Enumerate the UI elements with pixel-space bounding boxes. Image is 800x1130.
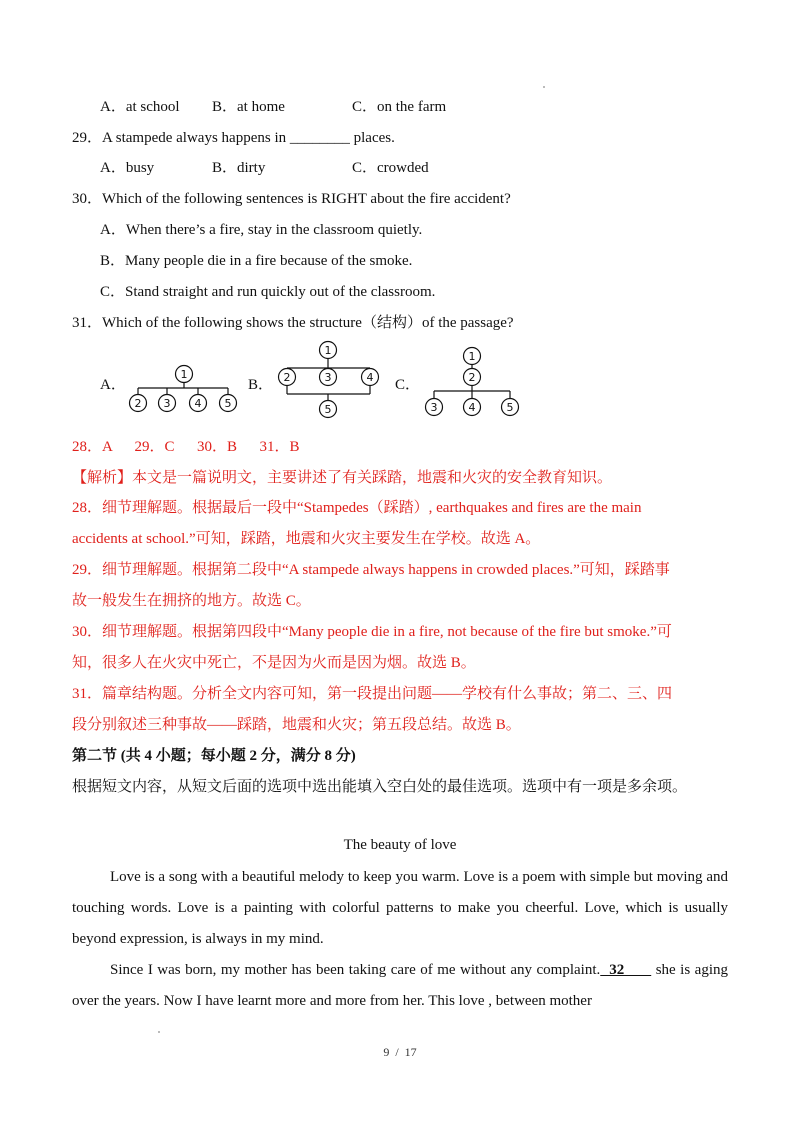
- node-5-label: 5: [224, 397, 232, 410]
- q29-stem: 29．A stampede always happens in ________ places.: [72, 130, 395, 146]
- node-4-label: 4: [366, 371, 374, 384]
- blank-32: 32: [600, 962, 652, 978]
- node-4-label: 4: [194, 397, 202, 410]
- explanation-31-line2: 段分别叙述三种事故——踩踏，地震和火灾；第五段总结。故选 B。: [72, 717, 521, 733]
- q30-option-b: B．Many people die in a fire because of the smoke.: [100, 253, 413, 269]
- q31-label-c: C．: [395, 377, 421, 393]
- paragraph-2-text-end: she is aging over the years. Now I have learnt more and more from her. This love , between mother: [72, 962, 729, 1009]
- scan-dot: [543, 86, 545, 88]
- explanation-29-line2: 故一般发生在拥挤的地方。故选 C。: [72, 593, 311, 609]
- node-4-label: 4: [468, 401, 476, 414]
- paragraph-2-text-start: Since I was born, my mother has been taking care of me without any complaint.: [110, 962, 601, 978]
- section-instruction: 根据短文内容，从短文后面的选项中选出能填入空白处的最佳选项。选项中有一项是多余项。: [72, 779, 688, 795]
- explanation-30-line1: 30．细节理解题。根据第四段中“Many people die in a fire, not because of the fire but smoke.”可: [72, 624, 672, 640]
- q31-label-b: B．: [248, 377, 274, 393]
- q29-option-c: C．crowded: [352, 160, 429, 176]
- node-3-label: 3: [324, 371, 332, 384]
- q28-option-b: B．at home: [212, 99, 285, 115]
- node-3-label: 3: [163, 397, 171, 410]
- passage-paragraph-2: [72, 955, 728, 1017]
- q28-option-a: A．at school: [100, 99, 180, 115]
- q30-option-c: C．Stand straight and run quickly out of the classroom.: [100, 284, 436, 300]
- page-number: 9 / 17: [383, 1045, 417, 1059]
- node-1-label: 1: [180, 368, 188, 381]
- node-1-label: 1: [468, 350, 476, 363]
- explanation-31-line1: 31．篇章结构题。分析全文内容可知，第一段提出问题——学校有什么事故；第二、三、四: [72, 686, 673, 702]
- answer-key: 28．A 29．C 30．B 31．B: [72, 439, 300, 455]
- q31-stem: 31．Which of the following shows the structure（结构）of the passage?: [72, 315, 514, 331]
- explanation-30-line2: 知，很多人在火灾中死亡，不是因为火而是因为烟。故选 B。: [72, 655, 476, 671]
- q29-option-a: A．busy: [100, 160, 155, 176]
- passage-title: The beauty of love: [343, 837, 457, 853]
- q31-label-a: A．: [100, 377, 126, 393]
- node-5-label: 5: [324, 403, 332, 416]
- explanation-28-line1: 28．细节理解题。根据最后一段中“Stampedes（踩踏）, earthquakes and fires are the main: [72, 500, 642, 516]
- q30-stem: 30．Which of the following sentences is RIGHT about the fire accident?: [72, 191, 511, 207]
- scan-dot: [158, 1031, 160, 1033]
- node-2-label: 2: [468, 371, 476, 384]
- explanation-29-line1: 29．细节理解题。根据第二段中“A stampede always happens in crowded places.”可知，踩踏事: [72, 562, 670, 578]
- explanation-28-line2: accidents at school.”可知，踩踏，地震和火灾主要发生在学校。故选 A。: [72, 531, 541, 547]
- q30-option-a: A．When there’s a fire, stay in the classroom quietly.: [100, 222, 423, 238]
- section-heading: 第二节 (共 4 小题；每小题 2 分，满分 8 分): [72, 748, 356, 764]
- q28-option-c: C．on the farm: [352, 99, 447, 115]
- node-2-label: 2: [134, 397, 142, 410]
- structure-diagram-b: [270, 338, 390, 420]
- passage-paragraph-1: Love is a song with a beautiful melody to keep you warm. Love is a poem with simple but moving and touching words. Love is a painting with colorful patterns to make you cheerful. Love, which is usually beyond expression, is always in my mind.: [72, 869, 728, 947]
- q29-option-b: B．dirty: [212, 160, 266, 176]
- node-5-label: 5: [506, 401, 514, 414]
- structure-diagram-c: [420, 344, 530, 422]
- node-1-label: 1: [324, 344, 332, 357]
- structure-diagram-a: [118, 360, 243, 420]
- node-3-label: 3: [430, 401, 438, 414]
- node-2-label: 2: [283, 371, 291, 384]
- analysis-summary: 【解析】本文是一篇说明文，主要讲述了有关踩踏，地震和火灾的安全教育知识。: [72, 470, 613, 486]
